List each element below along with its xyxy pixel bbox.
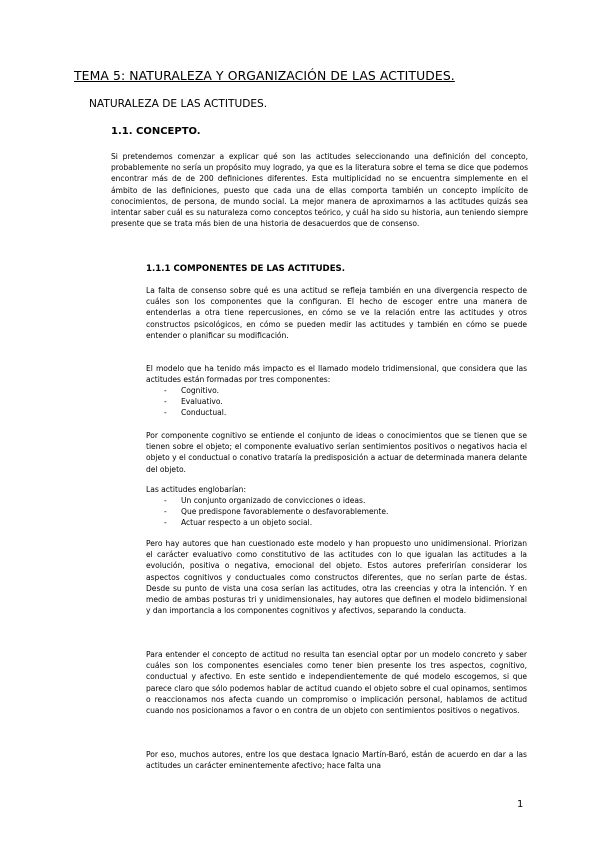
list-item: - Conductual.: [164, 407, 226, 418]
page-title: TEMA 5: NATURALEZA Y ORGANIZACIÓN DE LAS ACTITUDES.: [74, 68, 455, 83]
consensus-paragraph: La falta de consenso sobre qué es una actitud se refleja también en una divergencia respecto de cuáles son los componentes que la configuran. El hecho de escoger entre una manera de entenderlas a otra tiene repercusiones, en cómo se ve la relación entre las actitudes y otros constructos psicológicos, en cómo se pueden medir las actitudes y también en cómo se puede entender o planificar su modificación.: [146, 286, 527, 340]
intro-paragraph: Si pretendemos comenzar a explicar qué son las actitudes seleccionando una definición del concepto, probablemente no sería un propósito muy logrado, ya que es la literatura sobre el tema se dice que podemos encontrar más de de 200 definiciones diferentes. Esta multiplicidad no se encuentra simplemente en el ámbito de las definiciones, puesto que cada una de ellas comporta también un concepto implícito de conocimientos, de persona, de mundo social. La mejor manera de aproximarnos a las actitudes quizás sea intentar saber cuál es su naturaleza como conceptos teórico, y cuál ha sido su historia, aun teniendo siempre presente que se trata más bien de una historia de desacuerdos que de consenso.: [111, 152, 528, 229]
components-heading: 1.1.1 COMPONENTES DE LAS ACTITUDES.: [146, 264, 346, 274]
page-number: 1: [517, 799, 524, 810]
tridimensional-paragraph: El modelo que ha tenido más impacto es el llamado modelo tridimensional, que considera que las actitudes están formadas por tres componentes:: [146, 364, 527, 385]
englobarian-list: [164, 495, 388, 529]
list-item: - Cognitivo.: [164, 385, 226, 396]
martin-baro-paragraph: Por eso, muchos autores, entre los que destaca Ignacio Martín-Baró, están de acuerdo en dar a las actitudes un carácter eminentemente afectivo; hace falta una: [146, 750, 527, 771]
list-item: - Evaluativo.: [164, 396, 226, 407]
components-list: [164, 385, 226, 419]
understand-paragraph: Para entender el concepto de actitud no resulta tan esencial optar por un modelo concreto y saber cuáles son los componentes esenciales como tener bien presente los tres aspectos, cognitivo, conductual y afectivo. En este sentido e independientemente de qué modelo escogemos, si que parece claro que sólo podemos hablar de actitud cuando el objeto sobre el cual opinamos, sentimos o reaccionamos nos afecta cuando un compromiso o implicación personal, hablamos de actitud cuando nos posicionamos a favor o en contra de un objeto con sentimientos positivos o negativos.: [146, 650, 527, 716]
englobarian-paragraph: Las actitudes englobarían:: [146, 485, 246, 494]
section-heading: NATURALEZA DE LAS ACTITUDES.: [89, 98, 268, 110]
concept-heading: 1.1. CONCEPTO.: [111, 126, 201, 137]
list-item: - Actuar respecto a un objeto social.: [164, 517, 388, 528]
unidimensional-paragraph: Pero hay autores que han cuestionado este modelo y han propuesto uno unidimensional. Priorizan el carácter evaluativo como constitutivo de las actitudes con lo que igualan las actitudes a la evolución, positiva o negativa, emocional del objeto. Estos autores preferirían considerar los aspectos cognitivos y conductuales como constructos diferentes, que no serían parte de éstas. Desde su punto de vista una cosa serían las actitudes, otra las creencias y otra la intención. Y en medio de ambas posturas tri y unidimensionales, hay autores que definen el modelo bidimensional y dan importancia a los componentes cognitivos y afectivos, separando la conducta.: [146, 539, 527, 616]
cognitive-paragraph: Por componente cognitivo se entiende el conjunto de ideas o conocimientos que se tienen que se tienen sobre el objeto; el componente evaluativo serían sentimientos positivos o negativos hacia el objeto y el conductual o conativo trataría la predisposición a actuar de determinada manera delante del objeto.: [146, 431, 527, 474]
list-item: - Un conjunto organizado de convicciones o ideas.: [164, 495, 388, 506]
list-item: - Que predispone favorablemente o desfavorablemente.: [164, 506, 388, 517]
